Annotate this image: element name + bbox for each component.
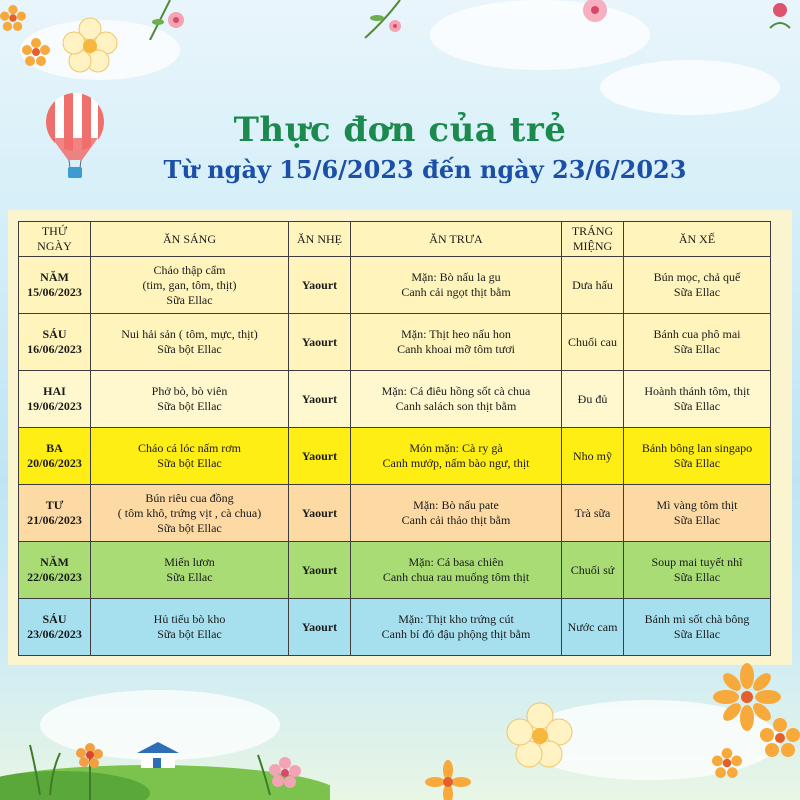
- dessert-cell: Nho mỹ: [562, 428, 624, 485]
- table-row: [19, 599, 771, 656]
- afternoon-cell: Mì vàng tôm thịt Sữa Ellac: [624, 485, 771, 542]
- day-cell: BA 20/06/2023: [19, 428, 91, 485]
- breakfast-cell: Hủ tiếu bò kho Sữa bột Ellac: [91, 599, 289, 656]
- flower-icon: [712, 748, 742, 778]
- page-subtitle: Từ ngày 15/6/2023 đến ngày 23/6/2023: [163, 155, 687, 184]
- snack-cell: Yaourt: [289, 257, 351, 314]
- flower-icon: [70, 740, 110, 800]
- breakfast-cell: Cháo cá lóc nấm rơm Sữa bột Ellac: [91, 428, 289, 485]
- flower-icon: [760, 0, 800, 30]
- flower-icon: [140, 0, 200, 40]
- snack-cell: Yaourt: [289, 371, 351, 428]
- dessert-cell: Đu đủ: [562, 371, 624, 428]
- breakfast-cell: Cháo thập cẩm (tim, gan, tôm, thịt) Sữa Ellac: [91, 257, 289, 314]
- breakfast-cell: Miến lươn Sữa Ellac: [91, 542, 289, 599]
- dessert-cell: Chuối cau: [562, 314, 624, 371]
- afternoon-cell: Bánh mì sốt chà bông Sữa Ellac: [624, 599, 771, 656]
- menu-table: [18, 221, 771, 656]
- table-row: [19, 314, 771, 371]
- day-cell: HAI 19/06/2023: [19, 371, 91, 428]
- dessert-cell: Trà sữa: [562, 485, 624, 542]
- flower-icon: [505, 700, 575, 770]
- table-row: [19, 542, 771, 599]
- header-snack: ĂN NHẸ: [289, 222, 351, 257]
- table-row: [19, 257, 771, 314]
- header-row: [19, 222, 771, 257]
- afternoon-cell: Soup mai tuyết nhĩ Sữa Ellac: [624, 542, 771, 599]
- day-cell: SÁU 23/06/2023: [19, 599, 91, 656]
- table-row: [19, 371, 771, 428]
- flower-icon: [22, 38, 50, 66]
- breakfast-cell: Phở bò, bò viên Sữa bột Ellac: [91, 371, 289, 428]
- lunch-cell: Mặn: Bò nấu la gu Canh cải ngọt thịt bằm: [351, 257, 562, 314]
- lunch-cell: Món mặn: Cà ry gà Canh mướp, nấm bào ngư, thịt: [351, 428, 562, 485]
- page-title: Thực đơn của trẻ: [233, 110, 567, 150]
- table-row: [19, 485, 771, 542]
- breakfast-cell: Nui hải sản ( tôm, mực, thịt) Sữa bột Ellac: [91, 314, 289, 371]
- header-breakfast: ĂN SÁNG: [91, 222, 289, 257]
- day-cell: SÁU 16/06/2023: [19, 314, 91, 371]
- afternoon-cell: Bánh bông lan singapo Sữa Ellac: [624, 428, 771, 485]
- snack-cell: Yaourt: [289, 314, 351, 371]
- afternoon-cell: Bánh cua phô mai Sữa Ellac: [624, 314, 771, 371]
- header-day: THỨ NGÀY: [19, 222, 91, 257]
- afternoon-cell: Hoành thánh tôm, thịt Sữa Ellac: [624, 371, 771, 428]
- lunch-cell: Mặn: Cá điêu hồng sốt cà chua Canh salách son thịt bằm: [351, 371, 562, 428]
- flower-icon: [570, 0, 630, 30]
- flower-icon: [355, 0, 425, 40]
- day-cell: NĂM 15/06/2023: [19, 257, 91, 314]
- house-icon: [135, 740, 185, 770]
- flower-icon: [425, 760, 471, 800]
- day-cell: NĂM 22/06/2023: [19, 542, 91, 599]
- lunch-cell: Mặn: Thịt heo nấu hon Canh khoai mỡ tôm tươi: [351, 314, 562, 371]
- menu-board: [8, 210, 792, 665]
- lunch-cell: Mặn: Bò nấu pate Canh cải thảo thịt bằm: [351, 485, 562, 542]
- dessert-cell: Chuối sứ: [562, 542, 624, 599]
- flower-icon: [60, 15, 120, 75]
- snack-cell: Yaourt: [289, 599, 351, 656]
- lunch-cell: Mặn: Cá basa chiên Canh chua rau muống tôm thịt: [351, 542, 562, 599]
- afternoon-cell: Bún mọc, chả quế Sữa Ellac: [624, 257, 771, 314]
- dessert-cell: Nước cam: [562, 599, 624, 656]
- snack-cell: Yaourt: [289, 542, 351, 599]
- header-lunch: ĂN TRƯA: [351, 222, 562, 257]
- day-cell: TƯ 21/06/2023: [19, 485, 91, 542]
- snack-cell: Yaourt: [289, 485, 351, 542]
- lunch-cell: Mặn: Thịt kho trứng cút Canh bí đỏ đậu phộng thịt bằm: [351, 599, 562, 656]
- header-afternoon: ĂN XẾ: [624, 222, 771, 257]
- dessert-cell: Dưa hấu: [562, 257, 624, 314]
- table-row: [19, 428, 771, 485]
- header-dessert: TRÁNG MIỆNG: [562, 222, 624, 257]
- cloud-icon: [600, 60, 780, 115]
- flower-icon: [0, 5, 26, 31]
- snack-cell: Yaourt: [289, 428, 351, 485]
- flower-icon: [265, 755, 305, 800]
- breakfast-cell: Bún riêu cua đồng ( tôm khô, trứng vịt , cà chua) Sữa bột Ellac: [91, 485, 289, 542]
- flower-icon: [760, 718, 800, 758]
